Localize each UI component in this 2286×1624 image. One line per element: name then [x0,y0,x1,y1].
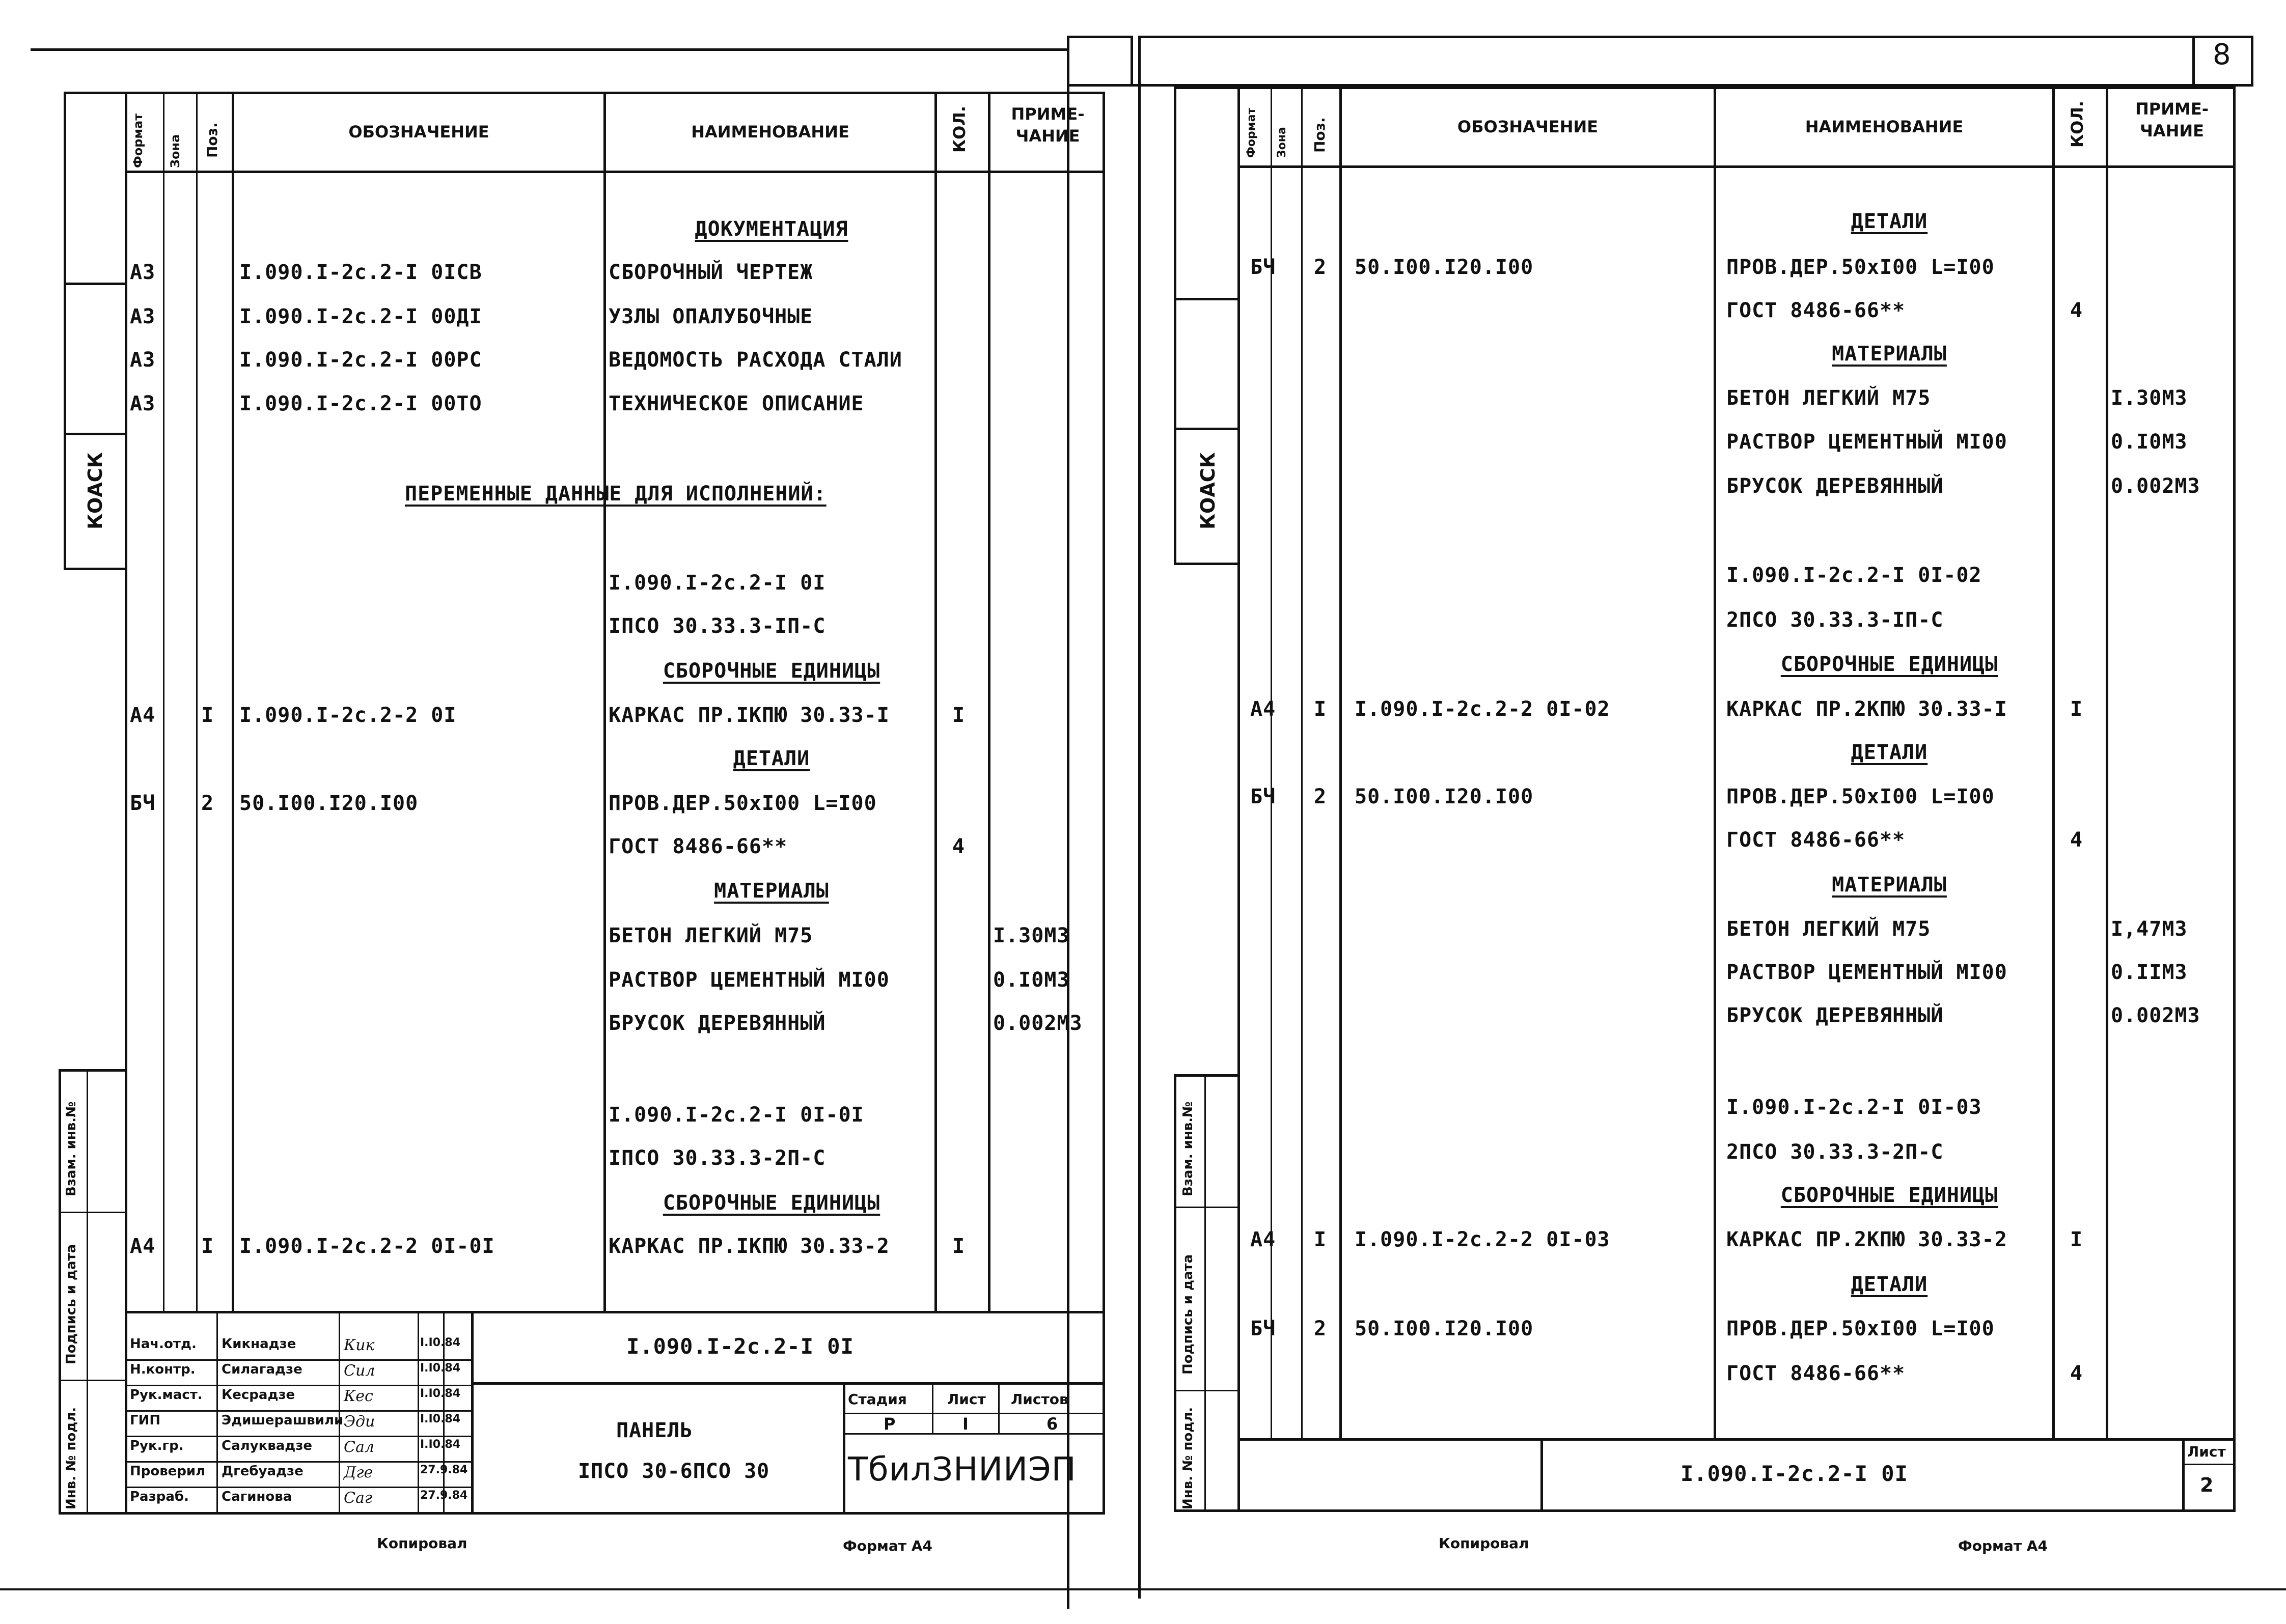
left-side-stamp: КОАСК [84,452,106,529]
row-section-heading: ПЕРЕМЕННЫЕ ДАННЫЕ ДЛЯ ИСПОЛНЕНИЙ: [405,482,827,506]
row-name: БРУСОК ДЕРЕВЯННЫЙ [1726,1004,1944,1027]
row-qty: 4 [2070,299,2083,322]
row-designation: 50.I00.I20.I00 [1355,785,1534,808]
left-footer-format: Формат А4 [843,1537,932,1554]
row-format: А3 [130,348,156,372]
row-section-heading: ДЕТАЛИ [733,747,810,770]
row-name: БРУСОК ДЕРЕВЯННЫЙ [1726,474,1944,498]
row-pos: 2 [1314,1317,1327,1340]
row-pos: I [1314,697,1327,721]
row-name: I.090.I-2c.2-I 0I-0I [609,1103,864,1127]
row-name: 2ПСО 30.33.3-2П-С [1726,1140,1944,1164]
signer-date: 27.9.84 [420,1464,468,1476]
row-name: КАРКАС ПР.2КПЮ 30.33-2 [1726,1228,2007,1251]
left-org: ТбилЗНИИЭП [848,1451,1077,1489]
signer-role: Проверил [130,1464,206,1479]
signer-signature: Дге [344,1464,373,1481]
signer-name: Сагинова [222,1489,292,1504]
row-note: 0.002М3 [993,1012,1083,1035]
row-format: БЧ [1250,256,1276,279]
left-sheet-num: I [962,1414,969,1434]
signer-row-divider [125,1359,471,1361]
row-section-heading: СБОРОЧНЫЕ ЕДИНИЦЫ [663,659,880,683]
row-name: ГОСТ 8486-66** [609,835,788,858]
right-footer-format: Формат А4 [1958,1537,2048,1554]
row-pos: I [1314,1228,1327,1251]
signer-row-divider [125,1461,471,1463]
signer-name: Дгебуадзе [222,1464,304,1479]
signer-name: Кикнадзе [222,1336,296,1352]
signer-date: I.I0.84 [420,1336,461,1349]
col-format-header: Формат [131,113,145,168]
sheet-number: 8 [2213,38,2231,71]
col-zone-header: Зона [168,134,182,168]
row-qty: 4 [952,835,966,858]
signer-signature: Кес [344,1387,373,1405]
row-qty: I [952,704,966,727]
row-pos: I [201,1235,214,1258]
row-designation: I.090.I-2c.2-2 0I-02 [1355,697,1610,721]
signer-date: 27.9.84 [420,1489,468,1502]
signer-role: Нач.отд. [130,1336,197,1352]
row-note: 0.I0М3 [2111,430,2188,454]
row-note: 0.I0М3 [993,968,1070,992]
row-name: ТЕХНИЧЕСКОЕ ОПИСАНИЕ [609,392,864,415]
signer-name: Салуквадзе [222,1438,313,1453]
row-name: ПРОВ.ДЕР.50хI00 L=I00 [609,792,877,815]
signer-name: Кесрадзе [222,1387,295,1403]
left-sheets-num: 6 [1046,1414,1058,1434]
row-name: БЕТОН ЛЕГКИЙ М75 [609,924,813,947]
row-designation: I.090.I-2c.2-I 00TO [239,392,482,415]
row-name: РАСТВОР ЦЕМЕНТНЫЙ МI00 [1726,430,2007,454]
signer-role: Разраб. [130,1489,189,1504]
col-note-header-1: ПРИМЕ- [1011,104,1085,124]
left-footer-copied: Копировал [377,1535,467,1552]
signer-role: ГИП [130,1413,161,1428]
left-doc-code: I.090.I-2c.2-I 0I [626,1334,854,1359]
right-side-sign-date: Подпись и дата [1180,1254,1196,1375]
row-designation: 50.I00.I20.I00 [1355,256,1534,279]
right-sheet-label: Лист [2187,1443,2226,1460]
signer-date: I.I0.84 [420,1438,461,1451]
r-col-note-header-1: ПРИМЕ- [2135,99,2209,119]
row-name: ГОСТ 8486-66** [1726,299,1906,322]
left-sheet-label: Лист [947,1391,986,1408]
signer-row-divider [125,1385,471,1386]
row-format: А3 [130,261,156,284]
row-designation: I.090.I-2c.2-2 0I-0I [239,1235,495,1258]
row-name: I.090.I-2c.2-I 0I [609,571,826,595]
row-section-heading: СБОРОЧНЫЕ ЕДИНИЦЫ [663,1191,880,1215]
row-designation: 50.I00.I20.I00 [1355,1317,1534,1340]
row-designation: I.090.I-2c.2-I 00PC [239,348,482,372]
row-format: БЧ [1250,785,1276,808]
signer-date: I.I0.84 [420,1387,461,1400]
right-side-inv-replace: Взам. инв.№ [1180,1101,1196,1196]
row-section-heading: ДЕТАЛИ [1851,741,1928,764]
signer-row-divider [125,1436,471,1437]
row-name: I.090.I-2c.2-I 0I-03 [1726,1096,1982,1119]
row-qty: 4 [2070,1362,2083,1385]
signer-row-divider [125,1487,471,1488]
signer-signature: Сил [344,1362,375,1380]
right-footer-copied: Копировал [1439,1535,1529,1552]
left-title-1: ПАНЕЛЬ [616,1419,693,1442]
row-qty: I [2070,697,2083,721]
row-name: ВЕДОМОСТЬ РАСХОДА СТАЛИ [609,348,902,372]
row-name: ПРОВ.ДЕР.50хI00 L=I00 [1726,256,1995,279]
row-designation: I.090.I-2c.2-2 0I-03 [1355,1228,1610,1251]
row-name: СБОРОЧНЫЙ ЧЕРТЕЖ [609,261,813,284]
row-name: КАРКАС ПР.IКПЮ 30.33-2 [609,1235,890,1258]
row-section-heading: ДЕТАЛИ [1851,1273,1928,1296]
r-col-designation-header: ОБОЗНАЧЕНИЕ [1457,117,1599,136]
row-name: IПСО 30.33.3-2П-С [609,1146,826,1170]
row-designation: I.090.I-2c.2-I 0ICB [239,261,482,284]
left-stage-label: Стадия [848,1391,907,1408]
right-sheet-num: 2 [2200,1474,2214,1496]
row-qty: 4 [2070,828,2083,852]
row-name: ГОСТ 8486-66** [1726,1362,1906,1385]
row-section-heading: МАТЕРИАЛЫ [1832,873,1947,897]
row-section-heading: ДОКУМЕНТАЦИЯ [695,217,848,241]
row-pos: I [201,704,214,727]
col-name-header: НАИМЕНОВАНИЕ [691,122,849,142]
row-format: А4 [130,704,156,727]
row-pos: 2 [1314,785,1327,808]
signer-role: Н.контр. [130,1362,196,1377]
left-stage: Р [884,1414,896,1434]
row-note: 0.IIМ3 [2111,961,2188,984]
signer-role: Рук.маст. [130,1387,203,1403]
row-name: КАРКАС ПР.IКПЮ 30.33-I [609,704,890,727]
row-format: А3 [130,305,156,328]
row-name: РАСТВОР ЦЕМЕНТНЫЙ МI00 [1726,961,2007,984]
r-col-note-header-2: ЧАНИЕ [2139,121,2205,141]
row-pos: 2 [201,792,214,815]
row-format: А4 [1250,697,1276,721]
r-col-name-header: НАИМЕНОВАНИЕ [1805,117,1964,136]
row-format: А4 [130,1235,156,1258]
row-format: БЧ [130,792,156,815]
signer-date: I.I0.84 [420,1362,461,1375]
row-qty: I [2070,1228,2083,1251]
row-section-heading: СБОРОЧНЫЕ ЕДИНИЦЫ [1780,1184,1998,1207]
row-designation: 50.I00.I20.I00 [239,792,419,815]
signer-row-divider [125,1410,471,1412]
right-doc-code: I.090.I-2c.2-I 0I [1681,1461,1908,1486]
row-format: А4 [1250,1228,1276,1251]
row-format: БЧ [1250,1317,1276,1340]
signer-role: Рук.гр. [130,1438,184,1453]
row-note: I.30М3 [993,924,1070,947]
r-col-qty-header: КОЛ. [2068,100,2087,148]
row-section-heading: ДЕТАЛИ [1851,210,1928,233]
row-section-heading: МАТЕРИАЛЫ [1832,342,1947,366]
right-side-stamp: КОАСК [1197,452,1219,529]
left-side-inv-orig: Инв. № подл. [64,1407,79,1509]
row-designation: I.090.I-2c.2-2 0I [239,704,457,727]
col-note-header-2: ЧАНИЕ [1015,126,1080,146]
row-section-heading: СБОРОЧНЫЕ ЕДИНИЦЫ [1780,653,1998,676]
row-qty: I [952,1235,966,1258]
row-note: I.30М3 [2111,386,2188,410]
row-name: БРУСОК ДЕРЕВЯННЫЙ [609,1012,826,1035]
signer-signature: Эди [344,1413,375,1431]
row-name: ГОСТ 8486-66** [1726,828,1906,852]
row-name: IПСО 30.33.3-IП-С [609,614,826,638]
r-col-pos-header: Поз. [1311,117,1328,153]
row-name: БЕТОН ЛЕГКИЙ М75 [1726,386,1931,410]
signer-name: Силагадзе [222,1362,302,1377]
r-col-format-header: Формат [1245,107,1258,158]
col-designation-header: ОБОЗНАЧЕНИЕ [348,122,489,142]
r-col-zone-header: Зона [1276,127,1288,158]
col-qty-header: КОЛ. [950,105,969,153]
row-name: ПРОВ.ДЕР.50хI00 L=I00 [1726,785,1995,808]
signer-signature: Кик [344,1336,375,1354]
signer-row-divider [125,1512,471,1514]
row-name: РАСТВОР ЦЕМЕНТНЫЙ МI00 [609,968,890,992]
row-name: ПРОВ.ДЕР.50хI00 L=I00 [1726,1317,1995,1340]
left-sheets-label: Листов [1011,1391,1068,1408]
row-name: УЗЛЫ ОПАЛУБОЧНЫЕ [609,305,813,328]
left-title-2: IПСО 30-6ПСО 30 [578,1460,770,1483]
right-side-inv-orig: Инв. № подл. [1180,1407,1196,1509]
left-side-sign-date: Подпись и дата [64,1244,79,1364]
row-name: 2ПСО 30.33.3-IП-С [1726,608,1944,632]
row-name: БЕТОН ЛЕГКИЙ М75 [1726,917,1931,941]
signer-signature: Сал [344,1438,374,1456]
row-format: А3 [130,392,156,415]
row-designation: I.090.I-2c.2-I 00ДI [239,305,482,328]
row-note: I,47М3 [2111,917,2188,941]
row-note: 0.002М3 [2111,474,2200,498]
row-pos: 2 [1314,256,1327,279]
row-name: КАРКАС ПР.2КПЮ 30.33-I [1726,697,2007,721]
row-section-heading: МАТЕРИАЛЫ [714,879,829,903]
col-pos-header: Поз. [204,122,221,158]
signer-signature: Саг [344,1489,373,1507]
signer-name: Эдишерашвили [222,1413,344,1428]
row-name: I.090.I-2c.2-I 0I-02 [1726,564,1982,587]
row-note: 0.002М3 [2111,1004,2200,1027]
left-side-inv-replace: Взам. инв.№ [64,1101,79,1196]
signer-date: I.I0.84 [420,1413,461,1425]
